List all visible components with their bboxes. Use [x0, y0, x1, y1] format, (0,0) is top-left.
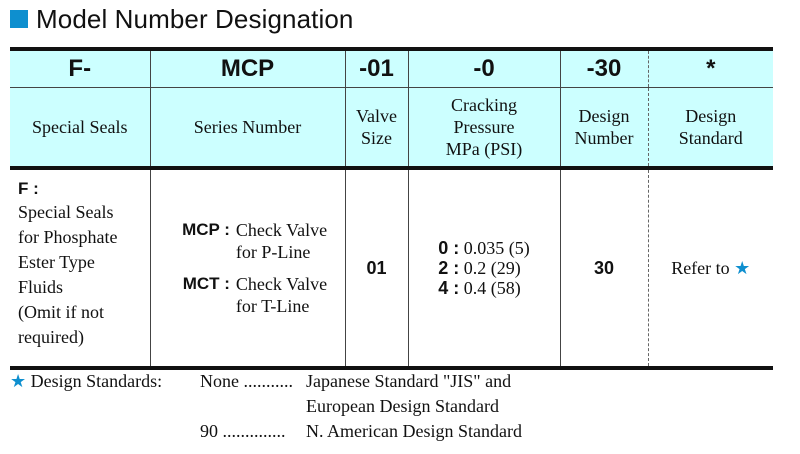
- special-seals-cell: F : Special Seals for Phosphate Ester Type Fluids (Omit if not required): [10, 168, 150, 368]
- label-valve-size: Valve Size: [345, 88, 408, 169]
- label-series-number: Series Number: [150, 88, 345, 169]
- seal-code: F :: [18, 179, 39, 198]
- label-special-seals: Special Seals: [10, 88, 150, 169]
- label-row: [10, 88, 773, 169]
- pressure-item: 2 : 0.2 (29): [438, 257, 521, 278]
- cracking-pressure-cell: [408, 168, 560, 368]
- valve-size-cell: 01: [345, 168, 408, 368]
- footnote-key: [200, 394, 306, 419]
- footnote-key: 90 ..............: [200, 421, 286, 441]
- footnote-key: None ...........: [200, 371, 293, 391]
- code-series: MCP: [150, 49, 345, 88]
- model-number-table: [10, 47, 773, 370]
- code-cracking-pressure: -0: [408, 49, 560, 88]
- series-cell: [150, 168, 345, 368]
- code-special-seals: F-: [10, 49, 150, 88]
- pressure-item: 4 : 0.4 (58): [438, 277, 521, 298]
- pressure-list: [438, 238, 530, 298]
- footnote-value: European Design Standard: [306, 396, 499, 416]
- code-design-number: -30: [560, 49, 648, 88]
- footnote-value: N. American Design Standard: [306, 421, 522, 441]
- footnote-value: Japanese Standard "JIS" and: [306, 371, 512, 391]
- label-cracking-pressure: Cracking Pressure MPa (PSI): [408, 88, 560, 169]
- star-icon: ★: [734, 257, 751, 279]
- footnote-heading: Design Standards:: [30, 371, 163, 391]
- pressure-item: 0 : 0.035 (5): [438, 237, 530, 258]
- design-number-cell: 30: [560, 168, 648, 368]
- label-design-number: Design Number: [560, 88, 648, 169]
- star-icon: ★: [10, 371, 27, 392]
- series-item: MCP : Check Valve for P-Line: [182, 220, 328, 262]
- design-standards-footnote: [10, 369, 522, 444]
- code-valve-size: -01: [345, 49, 408, 88]
- data-row: [10, 168, 773, 368]
- square-bullet-icon: [10, 10, 28, 28]
- label-design-standard: Design Standard: [648, 88, 773, 169]
- code-row: [10, 49, 773, 88]
- series-item: MCT : Check Valve for T-Line: [182, 274, 328, 316]
- code-design-standard: *: [648, 49, 773, 88]
- title-text: Model Number Designation: [36, 3, 354, 34]
- series-list: [168, 219, 327, 317]
- design-standard-cell: Refer to ★: [648, 168, 773, 368]
- section-title: [10, 2, 353, 36]
